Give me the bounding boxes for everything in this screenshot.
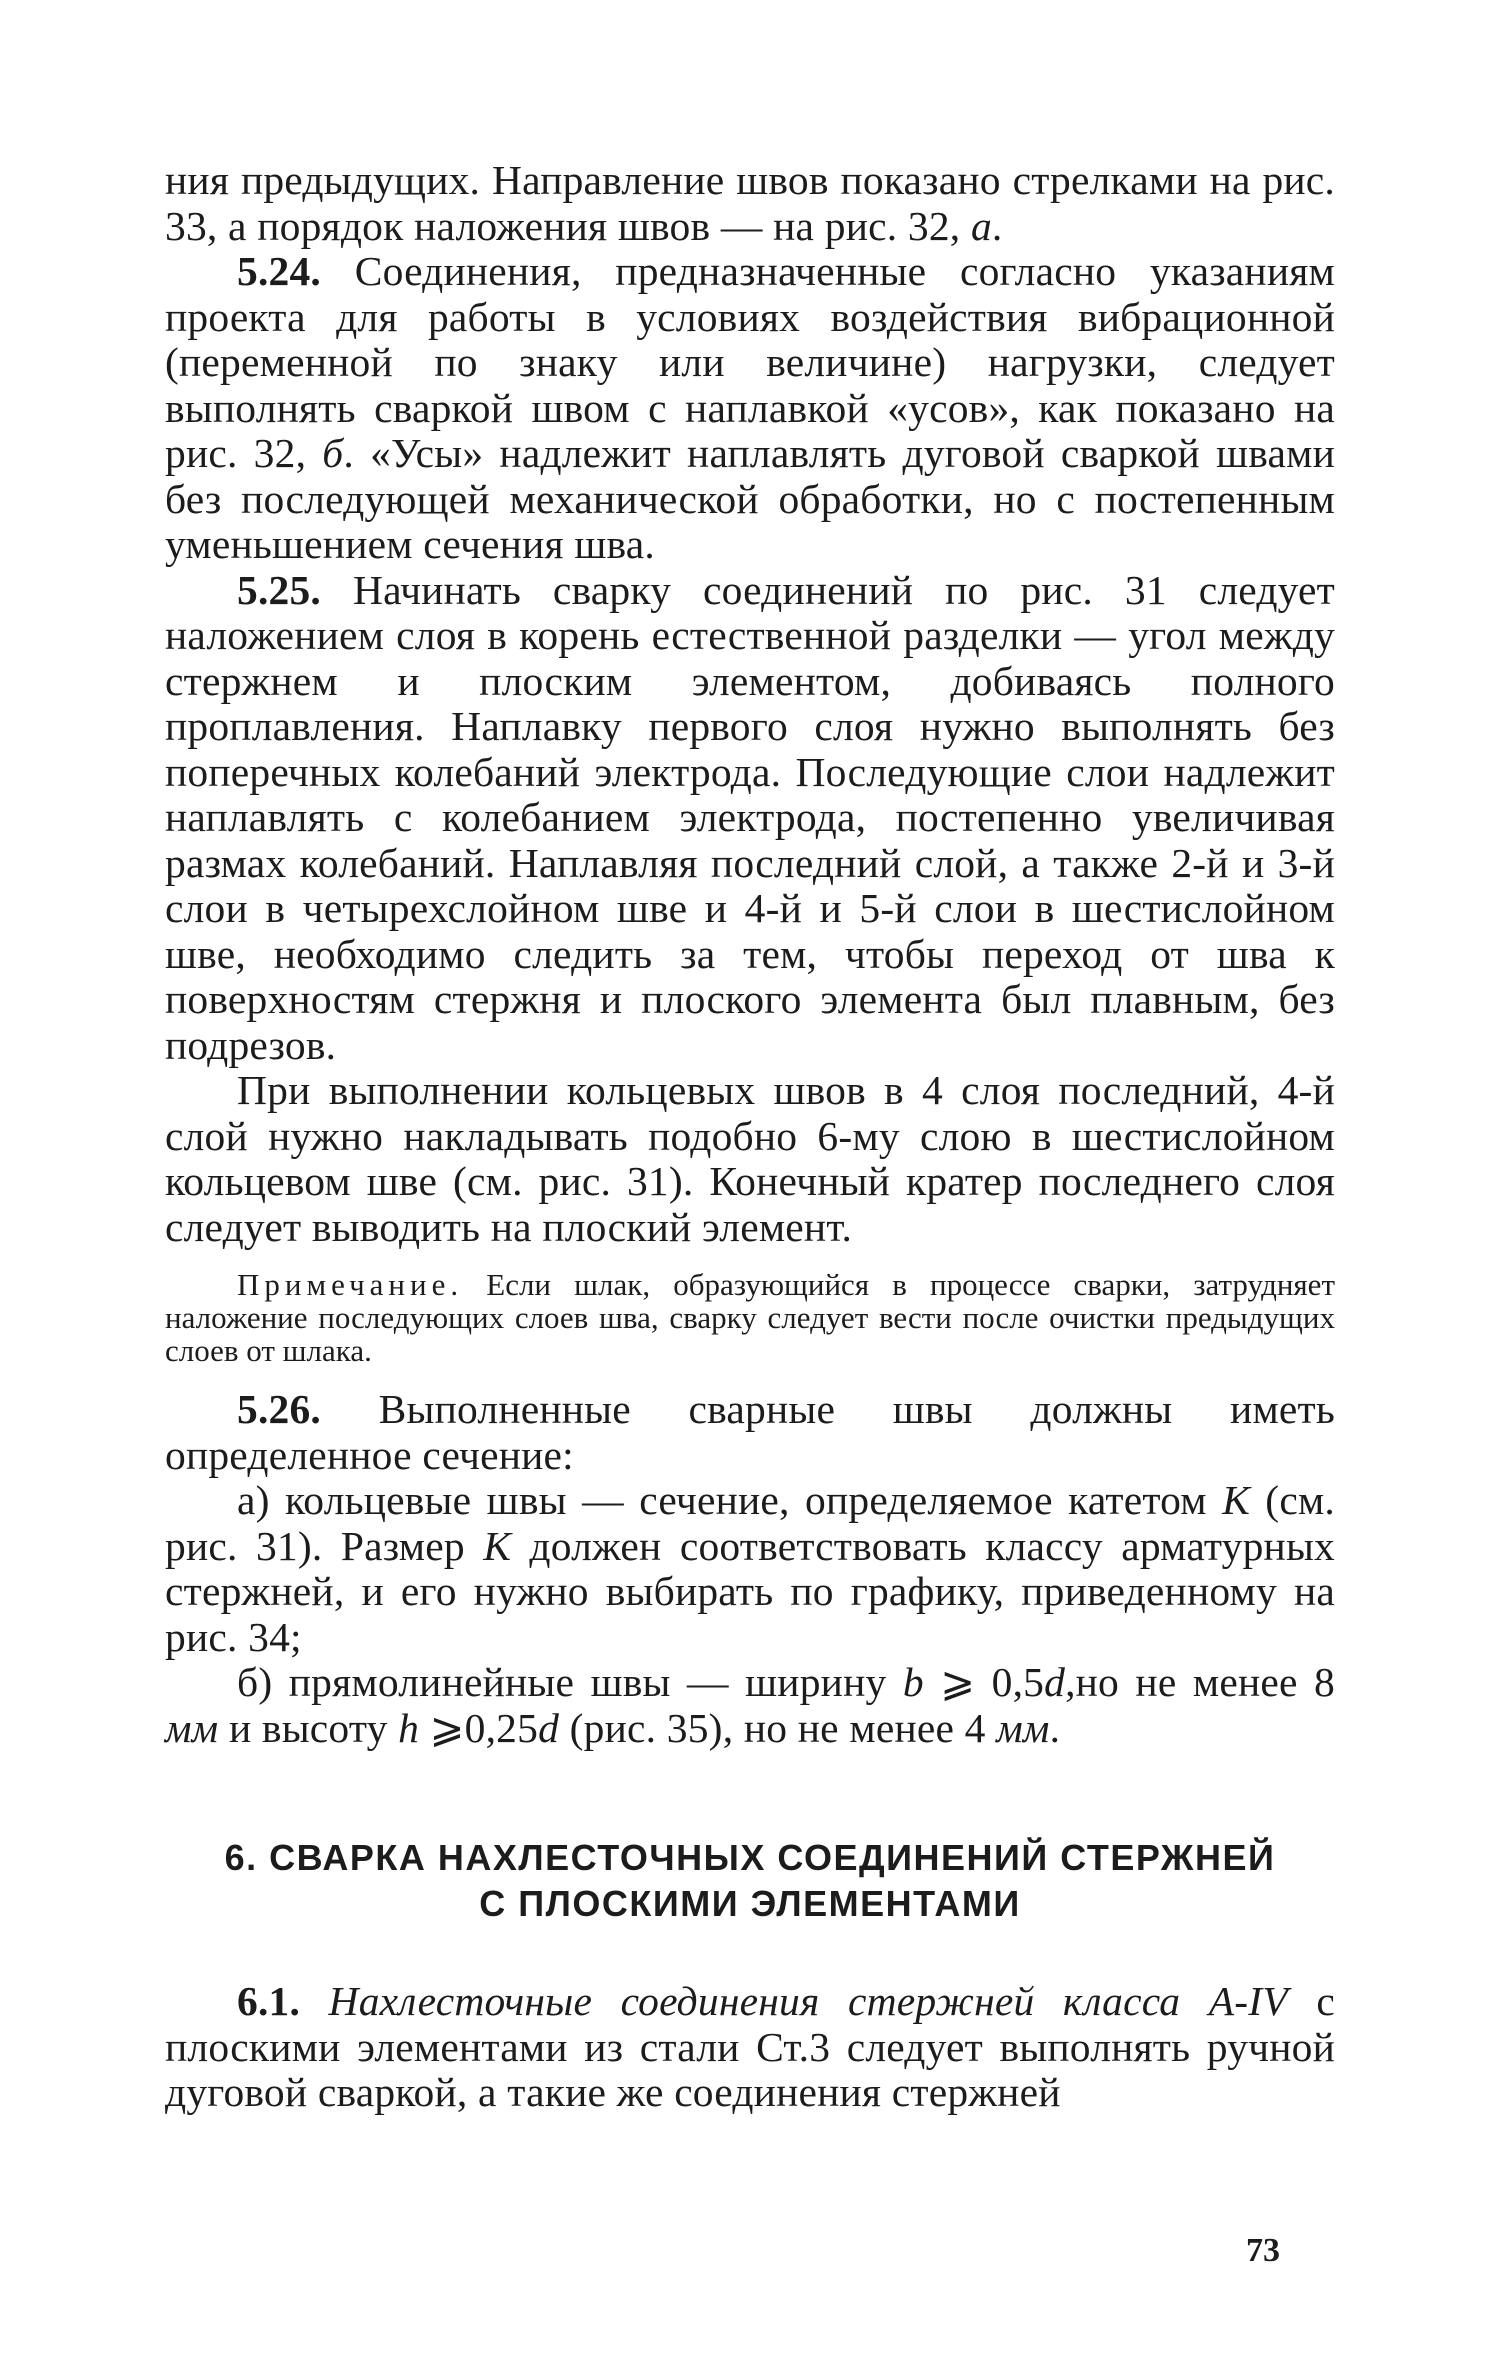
paragraph-continuation: ния предыдущих. Направление швов показано стрелками на рис. 33, а порядок наложения швов — на рис. 32, а. (165, 157, 1335, 249)
clause-number: 5.25. (237, 566, 321, 613)
paragraph-5-25: 5.25. Начинать сварку соединений по рис. 31 следует наложением слоя в корень естественной разделки — угол между стержнем и плоским элементом, добиваясь полного проплавления. Наплавку первого слоя нужно выполнять без поперечных колебаний электрода. Последующие слои надлежит наплавлять с колебанием электрода, постепенно увеличивая размах колебаний. Наплавляя последний слой, а также 2-й и 3-й слои в четырехслойном шве и 4-й и 5-й слои в шестислойном шве, необходимо следить за тем, чтобы переход от шва к поверхностям стержня и плоского элемента был плавным, без подрезов. (165, 566, 1335, 1068)
note-label: Примечание. (237, 1267, 464, 1302)
clause-number: 6.1. (237, 1978, 301, 2024)
paragraph-5-24: 5.24. Соединения, предназначенные согласно указаниям проекта для работы в условиях воздействия вибрационной (переменной по знаку или величине) нагрузки, следует выполнять сваркой швом с наплавкой «усов», как показано на рис. 32, б. «Усы» надлежит наплавлять дуговой сваркой швами без последующей механической обработки, но с постепенным уменьшением сечения шва. (165, 248, 1335, 567)
section-heading-line-1: 6. СВАРКА НАХЛЕСТОЧНЫХ СОЕДИНЕНИЙ СТЕРЖНЕЙ (224, 1837, 1276, 1878)
paragraph-5-26: 5.26. Выполненные сварные швы должны иметь определенное сечение: (165, 1386, 1335, 1478)
note: Примечание. Если шлак, образующийся в процессе сварки, затрудняет наложение последующих слоев шва, сварку следует вести после очистки предыдущих слоев от шлака. (165, 1267, 1335, 1368)
page-body (165, 158, 1335, 2116)
clause-number: 5.26. (237, 1386, 321, 1432)
page-number: 73 (1246, 2232, 1280, 2269)
section-heading (165, 1835, 1335, 1927)
paragraph-5-26-a: а) кольцевые швы — сечение, определяемое катетом К (см. рис. 31). Размер К должен соответствовать классу арматурных стержней, и его нужно выбирать по графику, приведенному на рис. 34; (165, 1477, 1335, 1660)
section-heading-line-2: С ПЛОСКИМИ ЭЛЕМЕНТАМИ (479, 1883, 1021, 1924)
paragraph-5-26-b: б) прямолинейные швы — ширину b ⩾ 0,5d,но не менее 8 мм и высоту h ⩾0,25d (рис. 35), но не менее 4 мм. (165, 1659, 1335, 1751)
paragraph-5-25-ring-welds: При выполнении кольцевых швов в 4 слоя последний, 4-й слой нужно накладывать подобно 6-му слою в шестислойном кольцевом шве (см. рис. 31). Конечный кратер последнего слоя следует выводить на плоский элемент. (165, 1067, 1335, 1250)
clause-number: 5.24. (237, 248, 321, 294)
paragraph-6-1: 6.1. Нахлесточные соединения стержней класса А-IV с плоскими элементами из стали Ст.3 следует выполнять ручной дуговой сваркой, а такие же соединения стержней (165, 1978, 1336, 2115)
